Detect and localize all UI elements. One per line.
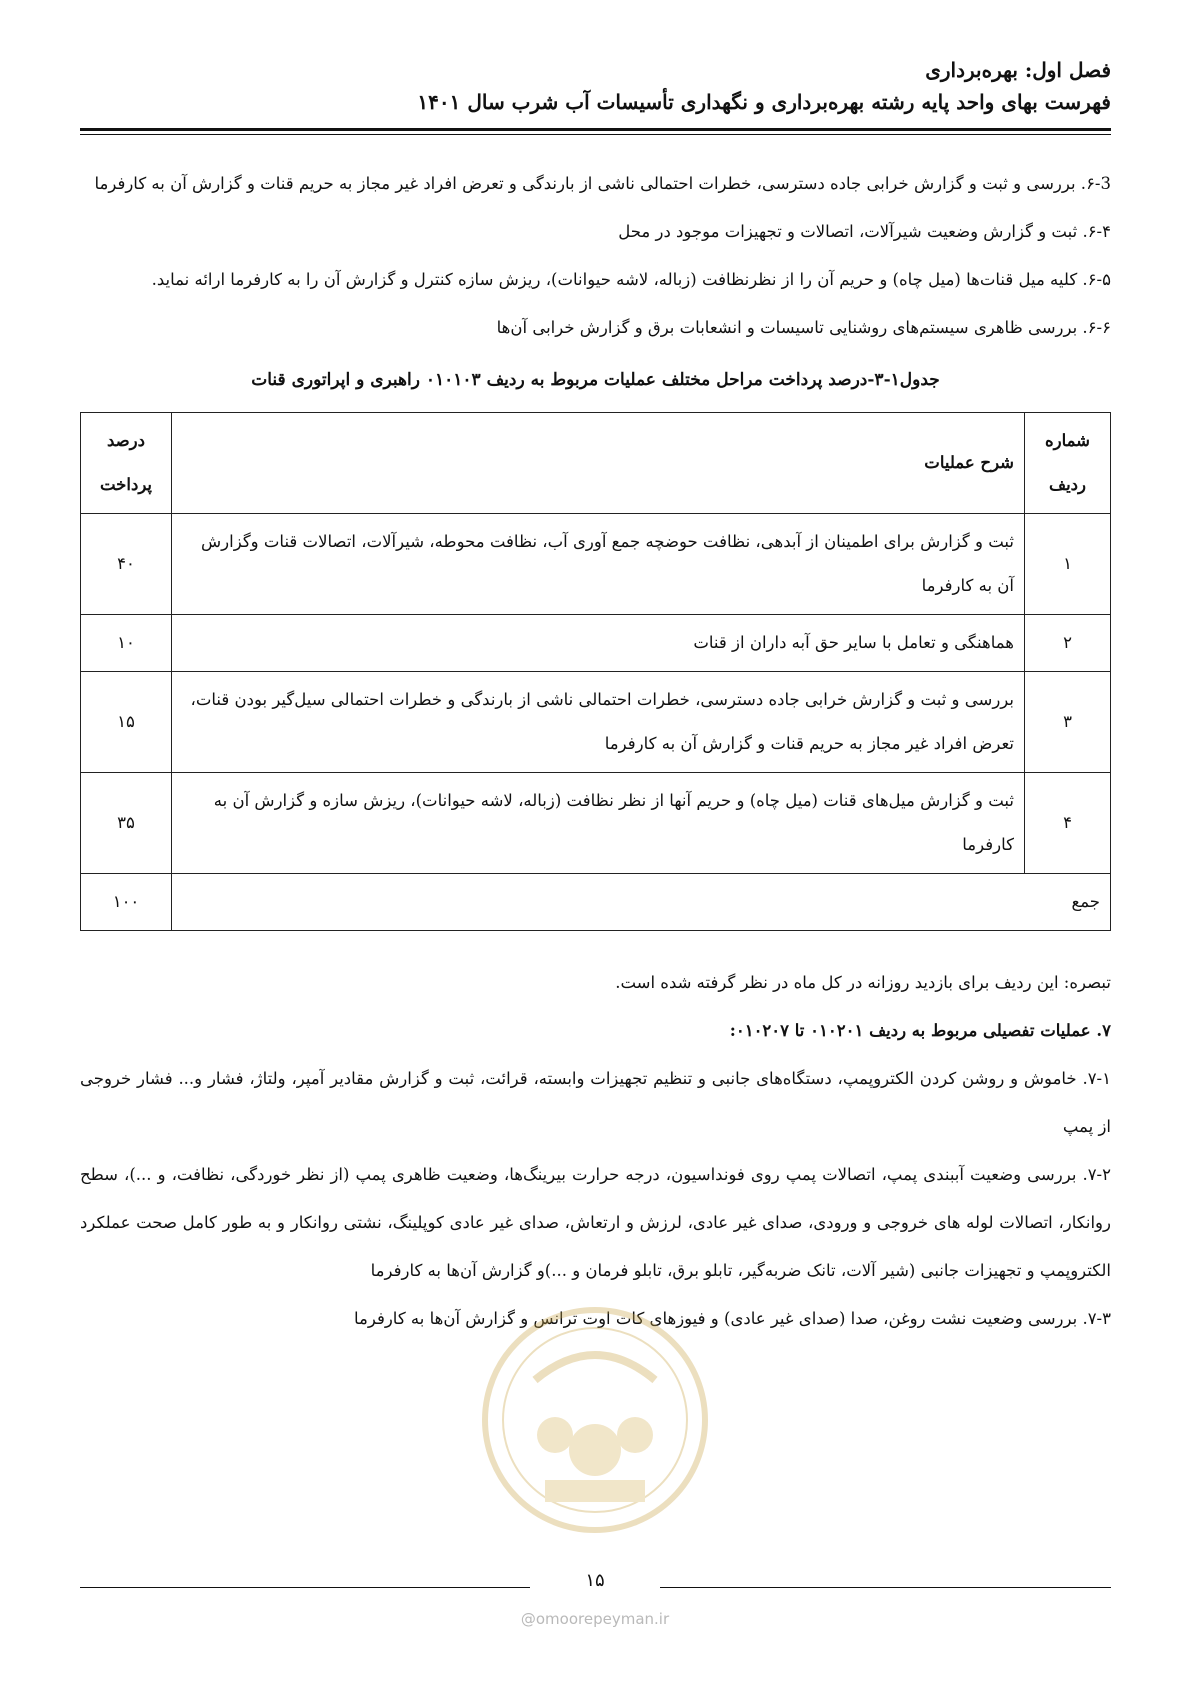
row-number: ۱: [1025, 514, 1111, 615]
document-title: فهرست بهای واحد پایه رشته بهره‌برداری و نگهداری تأسیسات آب شرب سال ۱۴۰۱: [417, 90, 1111, 114]
row-percent: ۴۰: [81, 514, 172, 615]
paragraph-7-3: ۷-۳. بررسی وضعیت نشت روغن، صدا (صدای غیر عادی) و فیوزهای کات اوت ترانس و گزارش آن‌ها به کارفرما: [353, 1309, 1111, 1328]
row-percent: ۱۰: [81, 615, 172, 672]
table-row: [81, 773, 1111, 874]
section-7-heading: ۷. عملیات تفصیلی مربوط به ردیف ۰۱۰۲۰۱ تا ۰۱۰۲۰۷:: [729, 1021, 1111, 1040]
paragraph-6-6: ۶-۶. بررسی ظاهری سیستم‌های روشنایی تاسیسات و انشعابات برق و گزارش خرابی آن‌ها: [496, 318, 1111, 337]
paragraph-6-5: ۶-۵. کلیه میل قنات‌ها (میل چاه) و حریم آن را از نظرنظافت (زباله، لاشه حیوانات)، ریزش سازه کنترل و گزارش آن را به کارفرما ارائه نماید.: [151, 270, 1111, 289]
header-description: شرح عملیات: [172, 413, 1025, 514]
page-number: ۱۵: [585, 1570, 605, 1591]
operations-table: [80, 412, 1111, 931]
row-number: ۲: [1025, 615, 1111, 672]
header-divider-thin: [80, 134, 1111, 135]
row-description: ثبت و گزارش میل‌های قنات (میل چاه) و حریم آنها از نظر نظافت (زباله، لاشه حیوانات)، ریزش سازه و گزارش آن به کارفرما: [172, 773, 1025, 874]
footer-divider-right: [660, 1587, 1111, 1588]
header-divider-thick: [80, 128, 1111, 131]
table-caption: جدول۱-۳-درصد پرداخت مراحل مختلف عملیات مربوط به ردیف ۰۱۰۱۰۳ راهبری و اپراتوری قنات: [251, 370, 940, 390]
header-percent: درصد پرداخت: [81, 413, 172, 514]
note-text: تبصره: این ردیف برای بازدید روزانه در کل ماه در نظر گرفته شده است.: [615, 973, 1111, 992]
table-row: [81, 514, 1111, 615]
paragraph-6-4: ۶-۴. ثبت و گزارش وضعیت شیرآلات، اتصالات و تجهیزات موجود در محل: [618, 222, 1111, 241]
total-label: جمع: [172, 874, 1111, 931]
row-number: ۳: [1025, 672, 1111, 773]
watermark-text: @omoorepeyman.ir: [520, 1610, 670, 1628]
chapter-title: فصل اول: بهره‌برداری: [925, 58, 1111, 82]
table-header-row: [81, 413, 1111, 514]
page-header: [80, 58, 1111, 114]
header-row-number: شماره ردیف: [1025, 413, 1111, 514]
footer-divider-left: [80, 1587, 530, 1588]
total-value: ۱۰۰: [81, 874, 172, 931]
paragraph-7-2: ۷-۲. بررسی وضعیت آببندی پمپ، اتصالات پمپ روی فونداسیون، درجه حرارت بیرینگ‌ها، وضعیت ظاهری پمپ (از نظر خوردگی، نظافت، و ...)، سطح روانکار، اتصالات لوله های خروجی و ورودی، صدای غیر عادی، لرزش و ارتعاش، صدای غیر عادی کوپلینگ، نشتی روانکار و به طور کامل صحت عملکرد الکتروپمپ و تجهیزات جانبی (شیر آلات، تانک ضربه‌گیر، تابلو برق، تابلو فرمان و ...)و گزارش آن‌ها به کارفرما: [80, 1165, 1111, 1280]
paragraph-6-3: ۶-3. بررسی و ثبت و گزارش خرابی جاده دسترسی، خطرات احتمالی ناشی از بارندگی و تعرض افراد غیر مجاز به حریم قنات و گزارش آن به کارفرما: [94, 174, 1111, 193]
row-percent: ۳۵: [81, 773, 172, 874]
page-content: [80, 160, 1111, 1343]
table-row: [81, 672, 1111, 773]
row-percent: ۱۵: [81, 672, 172, 773]
watermark-logo-icon: [475, 1300, 715, 1540]
row-description: بررسی و ثبت و گزارش خرابی جاده دسترسی، خطرات احتمالی ناشی از بارندگی و خطرات احتمالی سیل‌گیر بودن قنات، تعرض افراد غیر مجاز به حریم قنات و گزارش آن به کارفرما: [172, 672, 1025, 773]
table-total-row: [81, 874, 1111, 931]
row-description: هماهنگی و تعامل با سایر حق آبه داران از قنات: [172, 615, 1025, 672]
row-description: ثبت و گزارش برای اطمینان از آبدهی، نظافت حوضچه جمع آوری آب، نظافت محوطه، شیرآلات، اتصالات قنات وگزارش آن به کارفرما: [172, 514, 1025, 615]
paragraph-7-1: ۷-۱. خاموش و روشن کردن الکتروپمپ، دستگاه‌های جانبی و تنظیم تجهیزات وابسته، قرائت، ثبت و گزارش مقادیر آمپر، ولتاژ، فشار و... فشار خروجی از پمپ: [80, 1069, 1111, 1136]
table-row: [81, 615, 1111, 672]
row-number: ۴: [1025, 773, 1111, 874]
